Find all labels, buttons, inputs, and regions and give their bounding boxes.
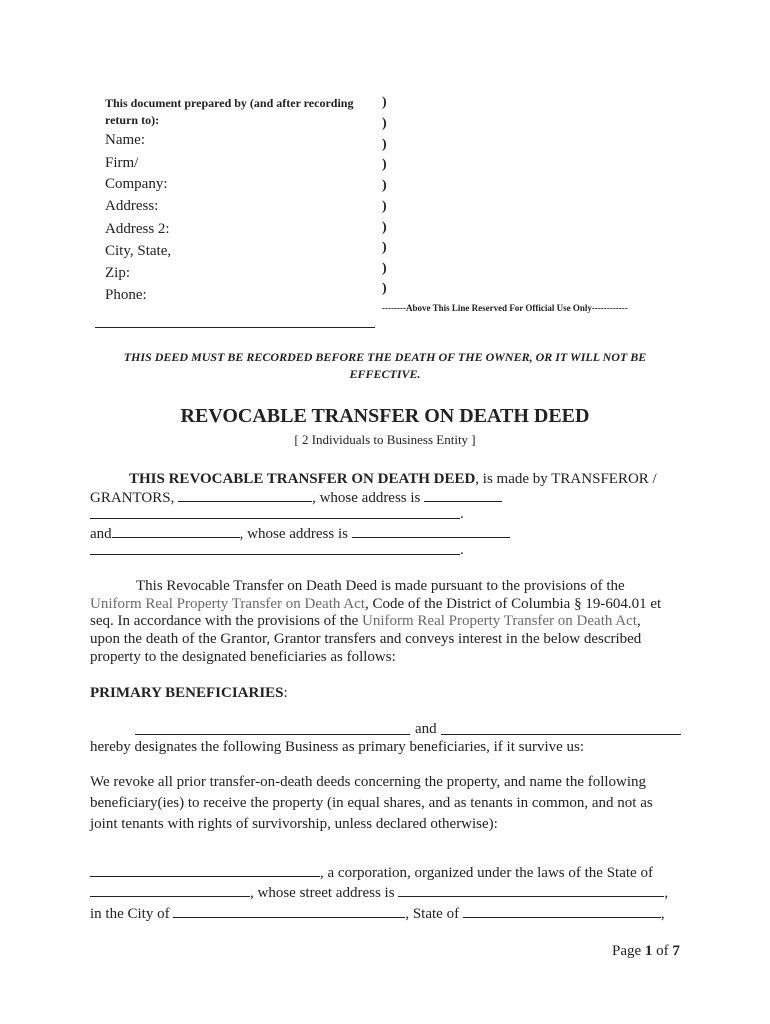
provisions-line5: property to the designated beneficiaries as follows: <box>90 649 396 665</box>
grantor2-address-blank[interactable] <box>352 524 510 538</box>
intro-period-1: . <box>460 506 464 522</box>
primary-grantor1-blank[interactable] <box>135 734 410 735</box>
bracket-paren: ) <box>382 178 387 193</box>
corporation-line2 <box>90 883 668 902</box>
field-zip-label: Zip: <box>105 265 130 281</box>
grantor1-name-blank[interactable] <box>178 488 312 502</box>
revoke-line3: joint tenants with rights of survivorship, unless declared otherwise): <box>90 816 498 832</box>
corporation-text2: , whose street address is <box>250 885 395 901</box>
grantor1-address-blank[interactable] <box>424 488 502 502</box>
header-rule <box>95 327 375 328</box>
intro-bold-lead: THIS REVOCABLE TRANSFER ON DEATH DEED <box>129 471 476 487</box>
ur-ptoda-link-1[interactable]: Uniform Real Property Transfer on Death Act <box>90 596 365 612</box>
corporation-text1: , a corporation, organized under the laws of the State of <box>320 865 653 881</box>
grantor1-address-blank-cont[interactable] <box>90 518 460 519</box>
provisions-code-ref: , Code of the District of Columbia § 19-604.01 et <box>364 596 662 612</box>
field-company-label: Company: <box>105 176 168 192</box>
official-use-line: --------Above This Line Reserved For Official Use Only------------ <box>382 303 628 313</box>
bracket-paren: ) <box>382 199 387 214</box>
corporation-street-blank[interactable] <box>398 883 664 897</box>
provisions-line2 <box>90 595 661 613</box>
field-firm-label: Firm/ <box>105 155 139 171</box>
revoke-line2: beneficiary(ies) to receive the property (in equal shares, and as tenants in common, and not as <box>90 795 653 811</box>
corporation-line3 <box>90 904 665 923</box>
of-label: of <box>656 943 669 959</box>
field-phone-label: Phone: <box>105 287 147 303</box>
provisions-line3-lead: seq. In accordance with the provisions of the <box>90 613 362 629</box>
field-city-state-label: City, State, <box>105 243 172 259</box>
grantor2-name-blank[interactable] <box>112 524 240 538</box>
intro-line2 <box>90 488 502 507</box>
grantor2-address-blank-cont[interactable] <box>90 554 460 555</box>
page-label: Page <box>612 943 642 959</box>
page-total: 7 <box>672 943 680 959</box>
bracket-paren: ) <box>382 261 387 276</box>
primary-grantor2-blank[interactable] <box>441 734 681 735</box>
bracket-paren: ) <box>382 95 387 110</box>
recording-notice-line1: THIS DEED MUST BE RECORDED BEFORE THE DEATH OF THE OWNER, OR IT WILL NOT BE <box>123 350 647 364</box>
state-label: , State of <box>405 906 460 922</box>
bracket-paren: ) <box>382 157 387 172</box>
bracket-paren: ) <box>382 137 387 152</box>
page-number <box>612 943 680 960</box>
primary-and-label: and <box>415 721 437 737</box>
page-num: 1 <box>644 943 653 959</box>
provisions-line1: This Revocable Transfer on Death Deed is made pursuant to the provisions of the <box>136 578 625 594</box>
field-address-label: Address: <box>105 198 159 214</box>
designates-line: hereby designates the following Business as primary beneficiaries, if it survive us: <box>90 739 585 755</box>
corporation-name-blank[interactable] <box>90 863 320 877</box>
prepared-by-line2: return to): <box>105 113 160 127</box>
primary-heading-text: PRIMARY BENEFICIARIES <box>90 685 284 701</box>
intro-made-by: , is made by TRANSFEROR / <box>475 471 657 487</box>
corporation-city-blank[interactable] <box>173 904 405 918</box>
corporation-state2-blank[interactable] <box>463 904 661 918</box>
deed-title: REVOCABLE TRANSFER ON DEATH DEED <box>180 405 590 427</box>
deed-subtitle: [ 2 Individuals to Business Entity ] <box>294 432 476 447</box>
corporation-line1 <box>90 863 653 882</box>
intro-period-2: . <box>460 542 464 558</box>
bracket-paren: ) <box>382 220 387 235</box>
bracket-paren: ) <box>382 281 387 296</box>
provisions-line4: upon the death of the Grantor, Grantor transfers and conveys interest in the below described <box>90 631 642 647</box>
corporation-comma-2: , <box>660 906 665 922</box>
field-name-label: Name: <box>105 132 145 148</box>
whose-address-label-2: , whose address is <box>239 526 348 542</box>
corporation-state-blank[interactable] <box>90 883 250 897</box>
ur-ptoda-link-2[interactable]: Uniform Real Property Transfer on Death Act <box>362 613 637 629</box>
intro-line1 <box>129 470 657 488</box>
provisions-line3-tail: , <box>636 613 641 629</box>
whose-address-label-1: , whose address is <box>312 490 421 506</box>
field-address2-label: Address 2: <box>105 221 170 237</box>
primary-heading-colon: : <box>283 685 288 701</box>
provisions-line3 <box>90 612 641 630</box>
revoke-line1: We revoke all prior transfer-on-death deeds concerning the property, and name the following <box>90 774 647 790</box>
recording-notice-line2: EFFECTIVE. <box>349 367 421 381</box>
corporation-comma-1: , <box>664 885 669 901</box>
and-label: and <box>90 526 112 542</box>
grantors-label: GRANTORS, <box>90 490 175 506</box>
bracket-paren: ) <box>382 240 387 255</box>
city-label: in the City of <box>90 906 170 922</box>
prepared-by-line1: This document prepared by (and after recording <box>105 96 354 110</box>
bracket-paren: ) <box>382 116 387 131</box>
primary-beneficiaries-heading <box>90 684 288 702</box>
intro-line4 <box>90 524 510 543</box>
